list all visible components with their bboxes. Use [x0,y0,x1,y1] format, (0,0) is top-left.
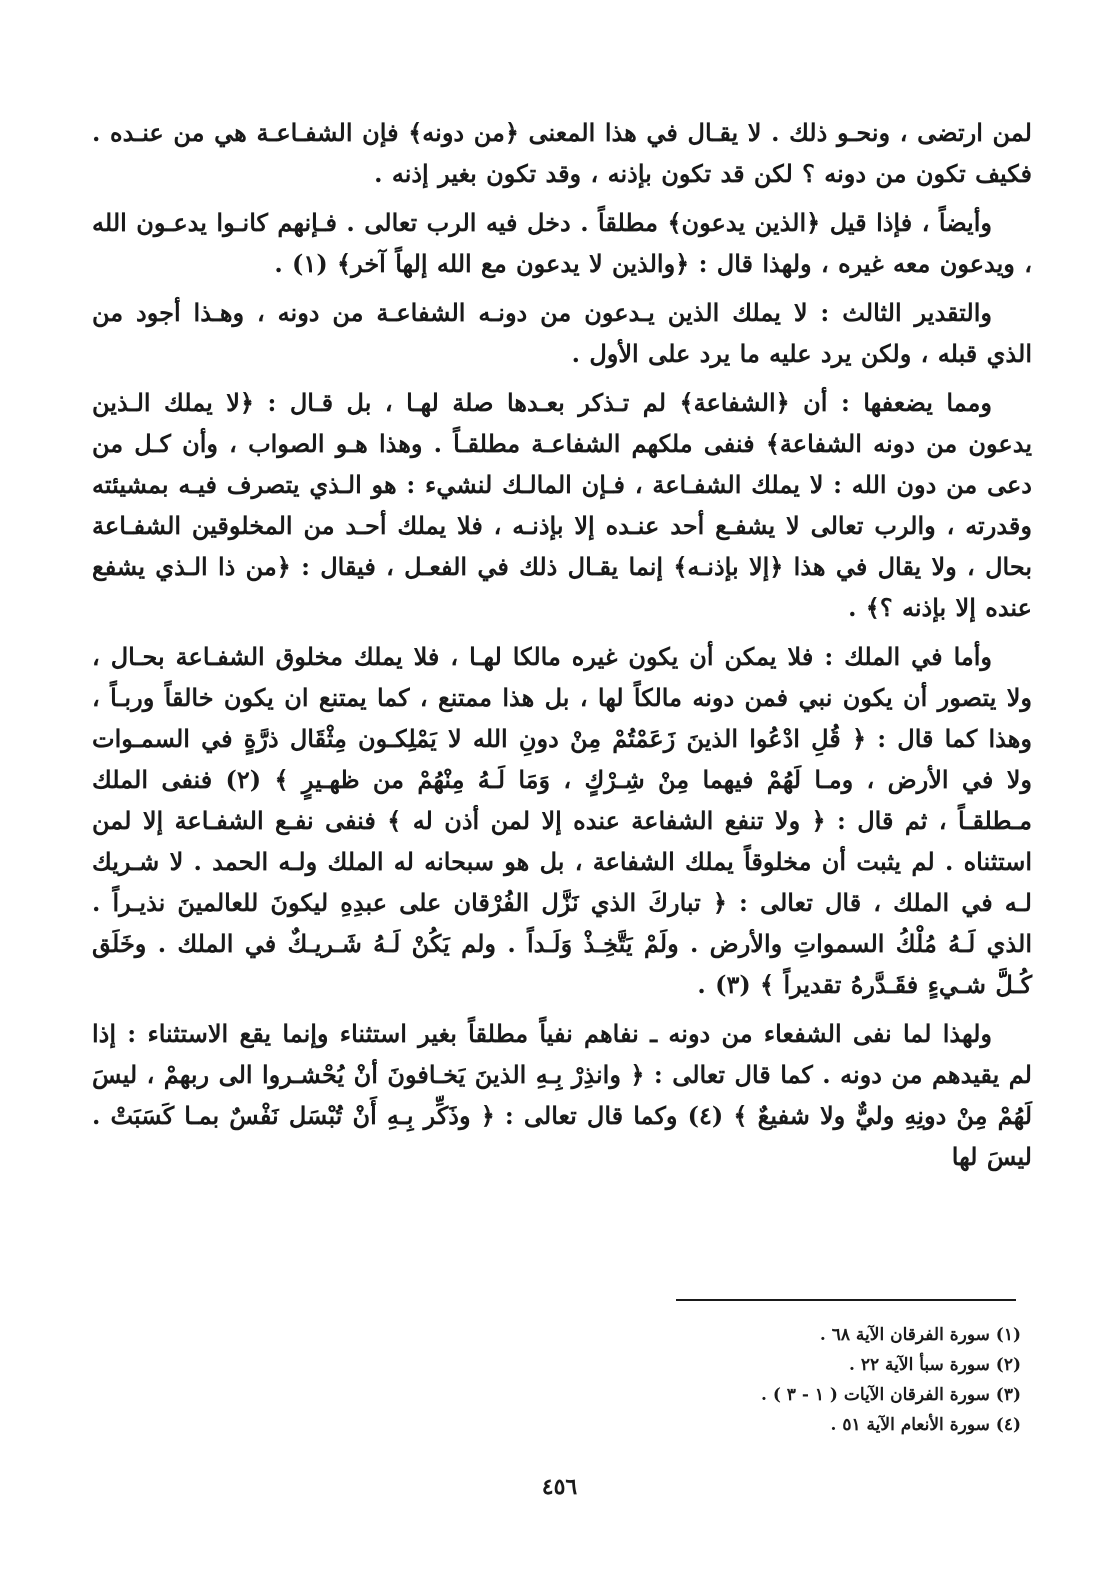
paragraph-5: وأما في الملك : فلا يمكن أن يكون غيره مالكا لهـا ، فلا يملك مخلوق الشفـاعة بحـال ، ولا يتصور أن يكون نبي فمن دونه مالكاً لها ، بل هذا ممتنع ، كما يمتنع ان يكون خالقاً وربـاً ، وهذا كما قال : ﴿ قُلِ ادْعُوا الذينَ زَعَمْتُمْ مِنْ دونِ الله لا يَمْلِكـون مِثْقَال ذرَّةٍ في السمـوات ولا في الأرض ، ومـا لَهُمْ فيهما مِنْ شِـرْكٍ ، وَمَا لَـهُ مِنْهُمْ من ظهـيرٍ ﴾ (٢) فنفى الملك مـطلقـاً ، ثم قال : ﴿ ولا تنفع الشفاعة عنده إلا لمن أذن له ﴾ فنفى نفـع الشفـاعة إلا لمن استثناه . لم يثبت أن مخلوقاً يملك الشفاعة ، بل هو سبحانه له الملك ولـه الحمد . لا شـريك لـه في الملك ، قال تعالى : ﴿ تباركَ الذي نَزَّل الفُرْقان على عبدِهِ ليكونَ للعالمينَ نذيـراً . الذي لَـهُ مُلْكُ السمواتِ والأرض . ولَمْ يَتَّخِـذْ وَلَـداً . ولم يَكُنْ لَـهُ شَـريـكٌ في الملك . وخَلَق كُـلَّ شـيءٍ فقَـدَّرهُ تقديراً ﴾ (٣) . [92,642,1033,999]
footnote-4: (٤) سورة الأنعام الآية ٥١ . [830,1415,1021,1435]
footnote-2: (٢) سورة سبأ الآية ٢٢ . [849,1355,1021,1375]
page-number: ٤٥٦ [541,1474,578,1500]
paragraph-1: لمن ارتضى ، ونحـو ذلك . لا يقـال في هذا المعنى ﴿من دونه﴾ فإن الشفـاعـة هي من عنـده . فكيف تكون من دونه ؟ لكن قد تكون بإذنه ، وقد تكون بغير إذنه . [92,118,1032,188]
footnote-1: (١) سورة الفرقان الآية ٦٨ . [819,1325,1021,1345]
footnote-divider [676,1299,1016,1301]
paragraph-6: ولهذا لما نفى الشفعاء من دونه ـ نفاهم نفياً مطلقاً بغير استثناء وإنما يقع الاستثناء : إذا لم يقيدهم من دونه . كما قال تعالى : ﴿ وانذِرْ بِـهِ الذينَ يَخـافونَ أنْ يُحْشـروا الى ربهمْ ، ليسَ لَهُمْ مِنْ دونِهِ وليٌّ ولا شفيعٌ ﴾ (٤) وكما قال تعالى : ﴿ وذَكِّر بِـهِ أَنْ تُبْسَل نَفْسٌ بمـا كَسَبَتْ . ليسَ لها [92,1019,1033,1171]
paragraph-2: وأيضاً ، فإذا قيل ﴿الذين يدعون﴾ مطلقاً . دخل فيه الرب تعالى . فـإنهم كانـوا يدعـون الله ، ويدعون معه غيره ، ولهذا قال : ﴿والذين لا يدعون مع الله إلهاً آخر﴾ (١) . [92,208,1032,278]
footnotes [521,1322,1021,1442]
footnote-3: (٣) سورة الفرقان الآيات ( ١ - ٣ ) . [760,1385,1021,1405]
paragraph-4: ومما يضعفها : أن ﴿الشفاعة﴾ لم تـذكر بعـدها صلة لهـا ، بل قـال : ﴿لا يملك الـذين يدعون من دونه الشفاعة﴾ فنفى ملكهم الشفاعـة مطلقـاً . وهذا هـو الصواب ، وأن كـل من دعى من دون الله : لا يملك الشفـاعة ، فـإن المالـك لنشيء : هو الـذي يتصرف فيـه بمشيئته وقدرته ، والرب تعالى لا يشفـع أحد عنـده إلا بإذنـه ، فلا يملك أحـد من المخلوقين الشفـاعة بحال ، ولا يقال في هذا ﴿إلا بإذنـه﴾ إنما يقـال ذلك في الفعـل ، فيقال : ﴿من ذا الـذي يشفع عنده إلا بإذنه ؟﴾ . [92,388,1032,622]
page-body [92,112,1032,1185]
paragraph-3: والتقدير الثالث : لا يملك الذين يـدعون من دونـه الشفاعـة من دونه ، وهـذا أجود من الذي قبله ، ولكن يرد عليه ما يرد على الأول . [92,298,1032,368]
